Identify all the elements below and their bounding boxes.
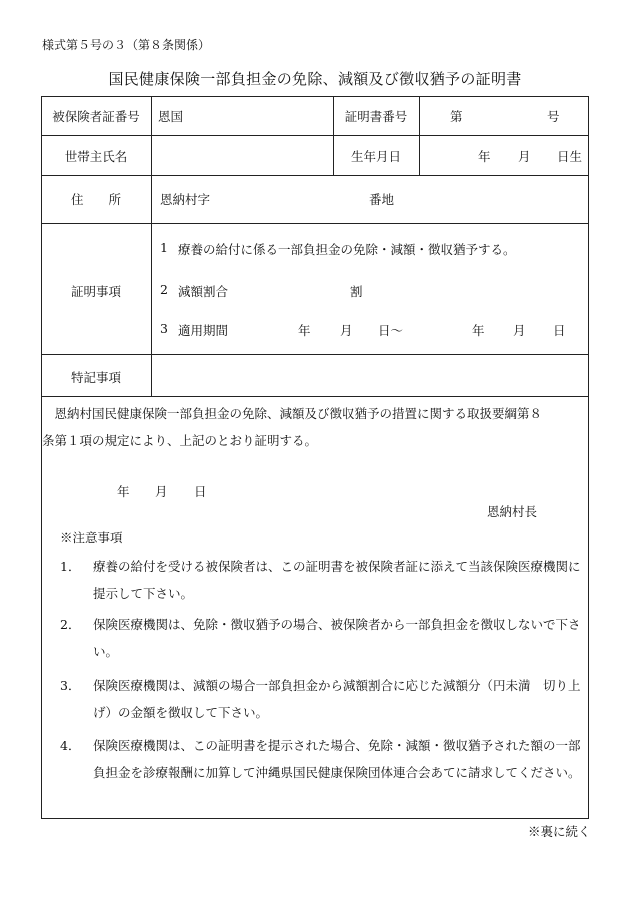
mayor-title: 恩納村長 bbox=[487, 504, 538, 519]
row-divider bbox=[41, 175, 589, 176]
matter-item-text: 減額割合 bbox=[178, 284, 229, 299]
period-start-year: 年 bbox=[298, 323, 311, 338]
issue-month: 月 bbox=[155, 484, 168, 499]
page-title: 国民健康保険一部負担金の免除、減額及び徴収猶予の証明書 bbox=[108, 70, 522, 88]
note-item bbox=[60, 672, 585, 726]
matter-item-number: 3 bbox=[160, 321, 168, 336]
householder-label: 世帯主氏名 bbox=[64, 149, 128, 164]
birthdate-day: 日生 bbox=[557, 149, 583, 164]
householder-field[interactable] bbox=[158, 140, 328, 170]
note-text: 保険医療機関は、この証明書を提示された場合、免除・減額・徴収猶予された額の一部負担金を診療報酬に加算して沖縄県国民健康保険団体連合会あてに請求してください。 bbox=[93, 738, 581, 780]
birthdate-year: 年 bbox=[478, 149, 491, 164]
row-divider bbox=[41, 223, 589, 224]
row-divider bbox=[41, 354, 589, 355]
column-divider bbox=[419, 96, 420, 175]
row-divider bbox=[41, 396, 589, 397]
continued-overleaf: ※裏に続く bbox=[528, 824, 591, 839]
period-end-year: 年 bbox=[472, 323, 485, 338]
period-end-month: 月 bbox=[513, 323, 526, 338]
form-number: 様式第５号の３（第８条関係） bbox=[42, 38, 211, 52]
birthdate-label: 生年月日 bbox=[350, 149, 401, 164]
address-suffix: 番地 bbox=[369, 192, 395, 207]
special-notes-label: 特記事項 bbox=[70, 370, 121, 385]
issue-year: 年 bbox=[117, 484, 130, 499]
note-number: 1． bbox=[60, 559, 81, 574]
note-text: 療養の給付を受ける被保険者は、この証明書を被保険者証に添えて当該保険医療機関に提示して下さい。 bbox=[93, 559, 581, 601]
period-start-month: 月 bbox=[340, 323, 353, 338]
note-text: 保険医療機関は、免除・徴収猶予の場合、被保険者から一部負担金を徴収しないで下さい。 bbox=[93, 617, 581, 659]
notes-heading: ※注意事項 bbox=[60, 530, 123, 545]
period-start-day: 日～ bbox=[378, 323, 404, 338]
statement-line: 恩納村国民健康保険一部負担金の免除、減額及び徴収猶予の措置に関する取扱要綱第８ bbox=[42, 406, 543, 421]
matter-item-text: 療養の給付に係る一部負担金の免除・減額・徴収猶予する。 bbox=[178, 242, 516, 257]
note-item bbox=[60, 732, 585, 813]
cert-number-suffix: 号 bbox=[547, 109, 560, 124]
cert-number-label: 証明書番号 bbox=[344, 109, 408, 124]
row-divider bbox=[41, 135, 589, 136]
column-divider bbox=[151, 96, 152, 396]
period-end-day: 日 bbox=[553, 323, 566, 338]
matter-item-number: 1 bbox=[160, 240, 168, 255]
matter-item-number: 2 bbox=[160, 282, 168, 297]
special-notes-field[interactable] bbox=[158, 360, 583, 390]
note-item bbox=[60, 553, 585, 607]
note-text: 保険医療機関は、減額の場合一部負担金から減額割合に応じた減額分（円未満 切り上げ）の金額を徴収して下さい。 bbox=[93, 678, 581, 720]
statement-line: 条第１項の規定により、上記のとおり証明する。 bbox=[42, 433, 318, 448]
matter-item-text: 適用期間 bbox=[178, 323, 229, 338]
note-number: 4． bbox=[60, 738, 81, 753]
issue-day: 日 bbox=[194, 484, 207, 499]
address-label: 住 所 bbox=[70, 192, 121, 207]
insured-number-field[interactable]: 恩国 bbox=[158, 109, 184, 124]
matters-label: 証明事項 bbox=[70, 284, 121, 299]
note-item bbox=[60, 611, 585, 665]
note-number: 3． bbox=[60, 678, 81, 693]
reduction-rate-unit: 割 bbox=[350, 284, 363, 299]
birthdate-month: 月 bbox=[518, 149, 531, 164]
address-field[interactable]: 恩納村字 bbox=[160, 192, 211, 207]
cert-number-prefix: 第 bbox=[450, 109, 463, 124]
note-number: 2． bbox=[60, 617, 81, 632]
insured-number-label: 被保険者証番号 bbox=[52, 109, 140, 124]
